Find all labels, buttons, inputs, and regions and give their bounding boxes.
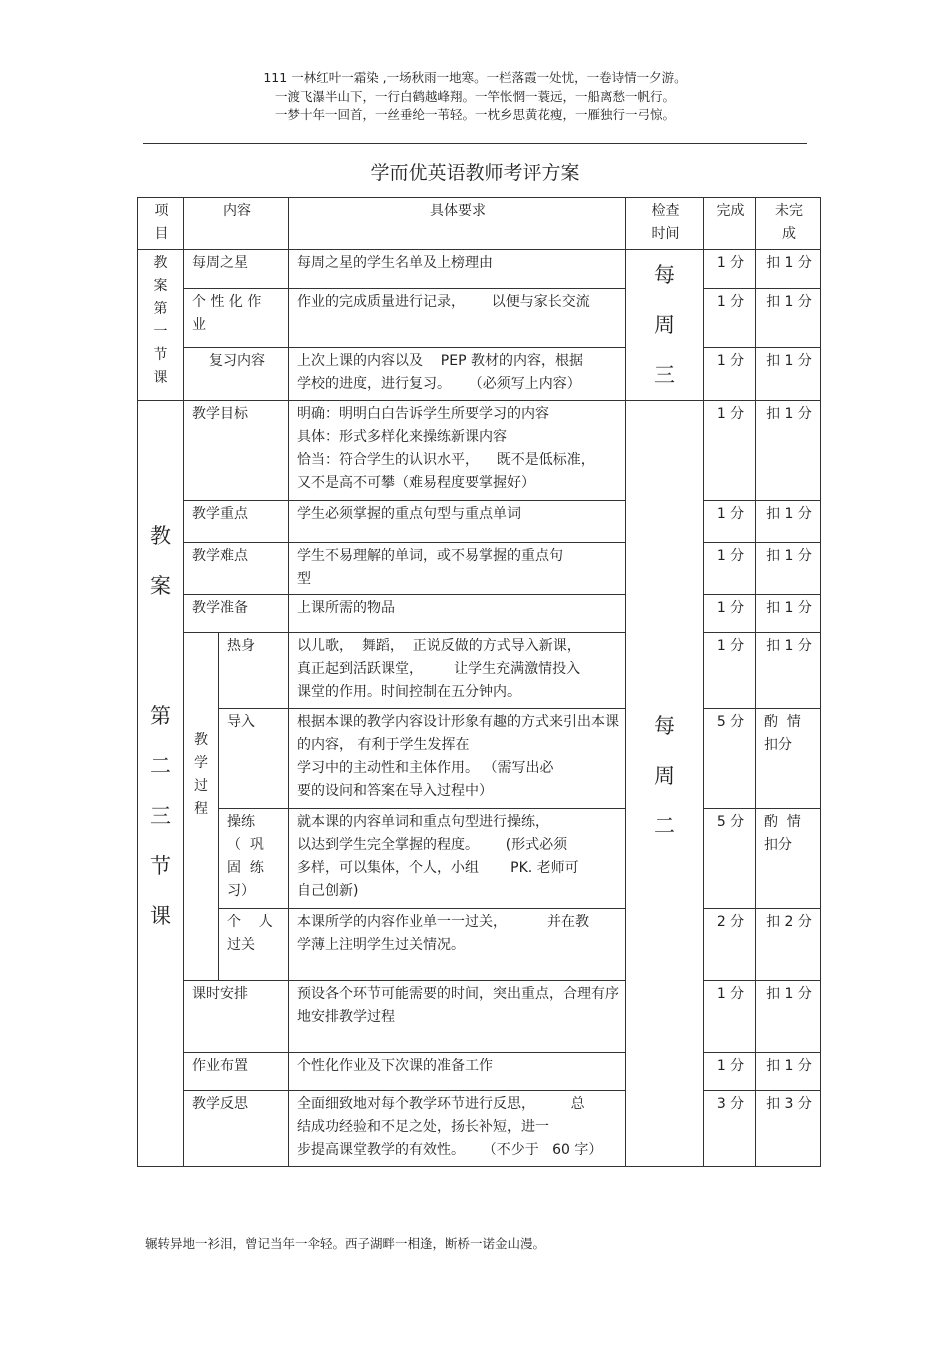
- table-row: [138, 909, 821, 981]
- row-incomplete-score: 酌 情 扣分: [756, 709, 821, 809]
- row-content: 教学重点: [184, 501, 289, 543]
- row-requirement: 明确：明明白白告诉学生所要学习的内容 具体：形式多样化来操练新课内容 恰当：符合学生的认识水平， 既不是低标准， 又不是高不可攀（难易程度要掌握好）: [289, 401, 626, 501]
- row-incomplete-score: 扣 1 分: [756, 981, 821, 1053]
- row-content: 热身: [219, 633, 289, 709]
- row-content: 导入: [219, 709, 289, 809]
- table-row: [138, 250, 821, 289]
- row-content: 教学目标: [184, 401, 289, 501]
- header-requirement: 具体要求: [289, 198, 626, 250]
- row-requirement: 每周之星的学生名单及上榜理由: [289, 250, 626, 289]
- row-incomplete-score: 扣 1 分: [756, 1053, 821, 1091]
- section2-label: [138, 401, 184, 1167]
- table-row: [138, 981, 821, 1053]
- row-content: 个 人 过关: [219, 909, 289, 981]
- row-requirement: 全面细致地对每个教学环节进行反思， 总 结成功经验和不足之处，扬长补短，进一 步提高课堂教学的有效性。 （不少于 60 字）: [289, 1091, 626, 1167]
- row-complete-score: 1 分: [704, 543, 756, 595]
- row-requirement: 以儿歌， 舞蹈， 正说反做的方式导入新课， 真正起到活跃课堂， 让学生充满激情投入 课堂的作用。时间控制在五分钟内。: [289, 633, 626, 709]
- row-requirement: 个性化作业及下次课的准备工作: [289, 1053, 626, 1091]
- row-content: 教学难点: [184, 543, 289, 595]
- row-incomplete-score: 扣 1 分: [756, 250, 821, 289]
- row-incomplete-score: 扣 1 分: [756, 501, 821, 543]
- table-row: [138, 543, 821, 595]
- table-header-row: [138, 198, 821, 250]
- table-row: [138, 288, 821, 347]
- row-complete-score: 1 分: [704, 633, 756, 709]
- row-content: 每周之星: [184, 250, 289, 289]
- header-check-time: 检查 时间: [626, 198, 704, 250]
- row-content: 作业布置: [184, 1053, 289, 1091]
- row-incomplete-score: 酌 情 扣分: [756, 809, 821, 909]
- section2-label-top: 教 案: [150, 524, 171, 598]
- process-label: 教 学 过 程: [184, 633, 219, 981]
- row-incomplete-score: 扣 1 分: [756, 347, 821, 400]
- table-row: [138, 347, 821, 400]
- row-content: 个 性 化 作 业: [184, 288, 289, 347]
- row-incomplete-score: 扣 1 分: [756, 543, 821, 595]
- row-complete-score: 1 分: [704, 1053, 756, 1091]
- section2-label-bottom: 第 二 三 节 课: [150, 704, 171, 928]
- section2-check-time: 每 周 二: [626, 401, 704, 1167]
- row-requirement: 学生必须掌握的重点句型与重点单词: [289, 501, 626, 543]
- row-complete-score: 5 分: [704, 709, 756, 809]
- row-requirement: 作业的完成质量进行记录， 以便与家长交流: [289, 288, 626, 347]
- row-complete-score: 1 分: [704, 981, 756, 1053]
- row-incomplete-score: 扣 1 分: [756, 633, 821, 709]
- row-complete-score: 3 分: [704, 1091, 756, 1167]
- header-complete: 完成: [704, 198, 756, 250]
- row-content: 课时安排: [184, 981, 289, 1053]
- row-complete-score: 1 分: [704, 595, 756, 633]
- row-content: 教学反思: [184, 1091, 289, 1167]
- row-incomplete-score: 扣 1 分: [756, 288, 821, 347]
- row-requirement: 就本课的内容单词和重点句型进行操练， 以达到学生完全掌握的程度。 (形式必须 多样，可以集体，个人，小组 PK. 老师可 自己创新): [289, 809, 626, 909]
- header-line-1: 111 一林红叶一霜染 ,一场秋雨一地寒。一栏落霞一处忧，一卷诗情一夕游。: [263, 70, 687, 85]
- row-content: 操练 （ 巩 固 练 习）: [219, 809, 289, 909]
- row-incomplete-score: 扣 1 分: [756, 595, 821, 633]
- table-row: [138, 595, 821, 633]
- row-requirement: 预设各个环节可能需要的时间，突出重点，合理有序地安排教学过程: [289, 981, 626, 1053]
- table-row: [138, 1053, 821, 1091]
- row-complete-score: 5 分: [704, 809, 756, 909]
- table-row: [138, 501, 821, 543]
- row-incomplete-score: 扣 3 分: [756, 1091, 821, 1167]
- header-rule: [143, 143, 807, 144]
- row-complete-score: 1 分: [704, 501, 756, 543]
- row-complete-score: 1 分: [704, 288, 756, 347]
- table-row: [138, 809, 821, 909]
- row-requirement: 上次上课的内容以及 PEP 教材的内容，根据 学校的进度，进行复习。 （必须写上内容）: [289, 347, 626, 400]
- table-row: [138, 1091, 821, 1167]
- table-row: [138, 633, 821, 709]
- header-item: 项 目: [138, 198, 184, 250]
- row-complete-score: 1 分: [704, 347, 756, 400]
- row-requirement: 学生不易理解的单词，或不易掌握的重点句 型: [289, 543, 626, 595]
- header-line-2: 一渡飞瀑半山下，一行白鹤越峰翔。一竿怅惘一蓑远，一船离愁一帆行。: [274, 89, 675, 104]
- row-complete-score: 1 分: [704, 401, 756, 501]
- table-row: [138, 709, 821, 809]
- row-incomplete-score: 扣 2 分: [756, 909, 821, 981]
- section1-check-time: 每 周 三: [626, 250, 704, 401]
- header-incomplete: 未完 成: [756, 198, 821, 250]
- header-content: 内容: [184, 198, 289, 250]
- row-content: 复习内容: [184, 347, 289, 400]
- table-row: [138, 401, 821, 501]
- section1-label: 教 案 第 一 节 课: [138, 250, 184, 401]
- row-requirement: 本课所学的内容作业单一一过关， 并在教 学薄上注明学生过关情况。: [289, 909, 626, 981]
- footer-text: 辗转异地一衫泪，曾记当年一伞轻。西子湖畔一相逢，断桥一诺金山漫。: [145, 1236, 546, 1251]
- row-complete-score: 2 分: [704, 909, 756, 981]
- row-requirement: 根据本课的教学内容设计形象有趣的方式来引出本课的内容， 有利于学生发挥在 学习中的主动性和主体作用。 （需写出必 要的设问和答案在导入过程中）: [289, 709, 626, 809]
- header-line-3: 一梦十年一回首，一丝垂纶一苇轻。一枕乡思黄花瘦，一雁独行一弓惊。: [274, 107, 675, 122]
- evaluation-table: [137, 197, 821, 1167]
- row-incomplete-score: 扣 1 分: [756, 401, 821, 501]
- row-complete-score: 1 分: [704, 250, 756, 289]
- row-content: 教学准备: [184, 595, 289, 633]
- row-requirement: 上课所需的物品: [289, 595, 626, 633]
- page-title: 学而优英语教师考评方案: [370, 162, 580, 184]
